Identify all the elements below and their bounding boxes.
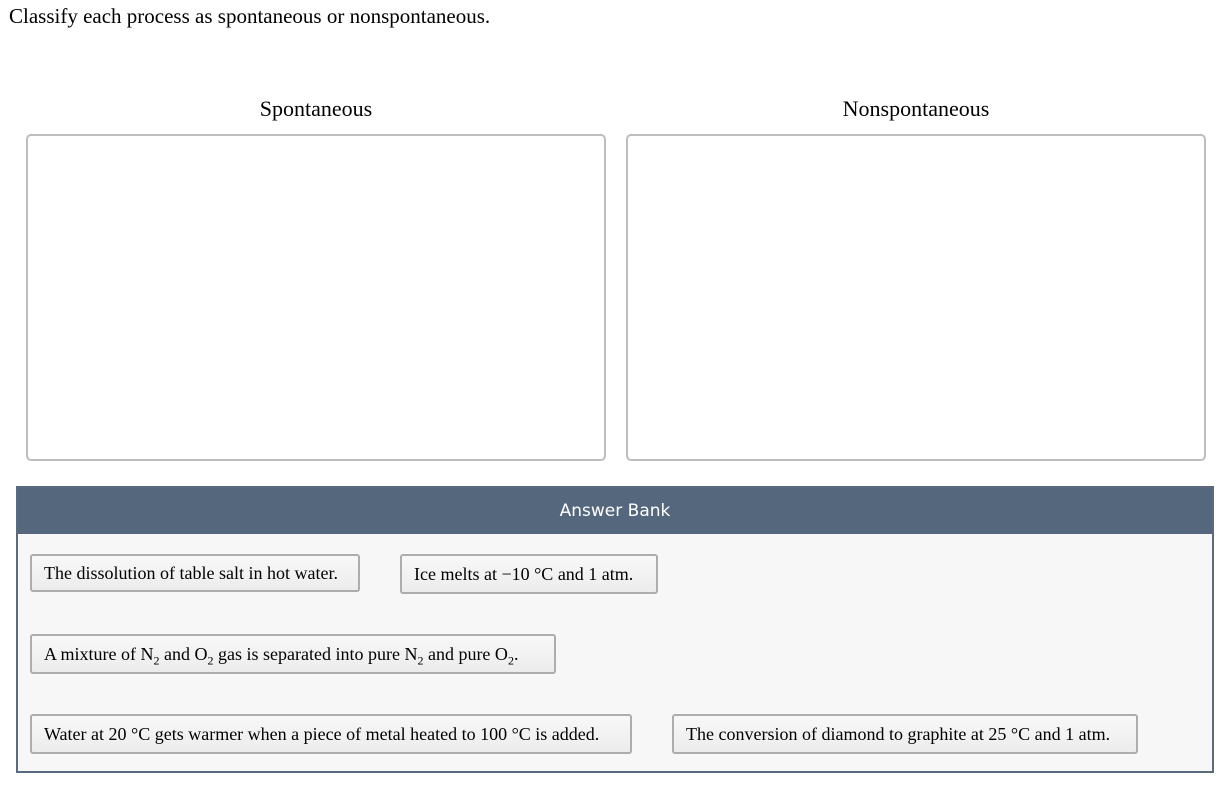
answer-chip-label: The conversion of diamond to graphite at 25 °C and 1 atm.: [686, 723, 1111, 744]
answer-chip-ice-melts[interactable]: [400, 554, 658, 594]
answer-chip-label: A mixture of $N_2$ and $O_2$ gas is separated into pure $N_2$ and pure $O_2$.: [44, 643, 519, 668]
answer-bank-header: Answer Bank: [18, 488, 1212, 534]
bin-title-spontaneous: Spontaneous: [259, 96, 373, 121]
answer-chip-label: Water at 20 °C gets warmer when a piece of metal heated to 100 °C is added.: [44, 723, 600, 744]
answer-chip-label: Ice melts at −10 °C and 1 atm.: [414, 563, 634, 584]
bin-nonspontaneous-dropzone[interactable]: [626, 134, 1206, 461]
answer-chip-label: The dissolution of table salt in hot water.: [44, 562, 338, 583]
answer-chip-water-warms[interactable]: [30, 714, 632, 754]
answer-bank: [16, 486, 1214, 773]
question-prompt: Classify each process as spontaneous or nonspontaneous.: [9, 4, 491, 28]
bin-spontaneous-dropzone[interactable]: [26, 134, 606, 461]
answer-chip-gas-separation[interactable]: [30, 634, 556, 674]
answer-chip-diamond-graphite[interactable]: [672, 714, 1138, 754]
bin-title-nonspontaneous: Nonspontaneous: [842, 96, 990, 121]
answer-chip-salt-dissolution[interactable]: [30, 554, 360, 592]
